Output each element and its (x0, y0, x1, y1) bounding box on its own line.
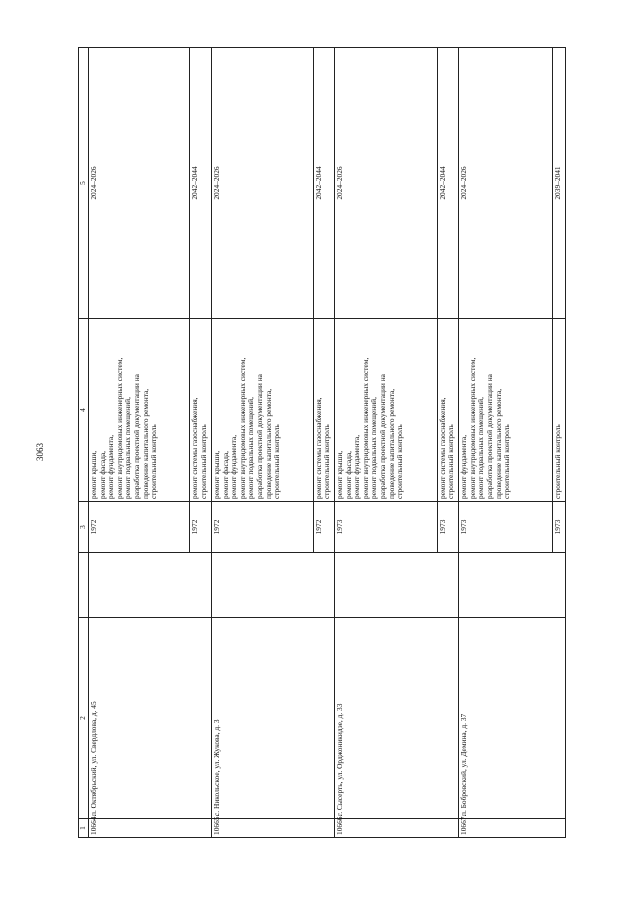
work-item: ремонт крыши, (89, 450, 98, 499)
work-item: ремонт подвальных помещений, (476, 397, 486, 499)
row-number: 10665. (212, 819, 335, 838)
work-item: разработка проектной документации на (484, 374, 494, 499)
page-number: 3063 (35, 443, 45, 461)
work-item: проведение капитального ремонта, (493, 388, 503, 499)
row-number: 10666. (335, 819, 459, 838)
header-col-5: 5 (79, 48, 89, 319)
work-item: разработка проектной документации на (131, 374, 141, 499)
row-year: 1973 (335, 502, 438, 553)
row-works (335, 319, 438, 502)
work-item: строительный контроль (395, 424, 405, 499)
row-period: 2024–2026 (459, 48, 553, 319)
row-works (212, 319, 313, 502)
work-item: ремонт внутридомовых инженерных систем, (237, 357, 247, 499)
row-empty-cell (89, 553, 212, 618)
work-item: ремонт фундамента, (106, 434, 116, 499)
table-body (89, 48, 566, 838)
row-year: 1972 (89, 502, 190, 553)
subrow-works (553, 319, 566, 502)
capital-repair-table (78, 47, 566, 838)
row-address: с. Никольское, ул. Жукова, д. 3 (212, 618, 335, 819)
row-year: 1973 (459, 502, 553, 553)
row-empty-cell (459, 553, 566, 618)
subrow-works (190, 319, 212, 502)
work-item: ремонт крыши, (335, 450, 345, 499)
subrow-period: 2039–2041 (553, 48, 566, 319)
row-period: 2024–2026 (89, 48, 190, 319)
row-works (89, 319, 190, 502)
work-item: разработка проектной документации на (255, 374, 264, 499)
work-item: проведение капитального ремонта, (263, 388, 273, 499)
work-item: строительный контроль (502, 424, 512, 499)
row-empty-cell (335, 553, 459, 618)
work-item: ремонт системы газоснабжения, (190, 397, 200, 499)
row-address: г. Сысерть, ул. Орджоникидзе, д. 33 (335, 618, 459, 819)
row-period: 2024–2026 (212, 48, 313, 319)
header-col-2: 2 (79, 618, 89, 819)
work-item: проведение капитального ремонта, (386, 388, 396, 499)
work-item: ремонт подвальных помещений, (369, 397, 379, 499)
subrow-year: 1973 (437, 502, 459, 553)
header-col-1: 1 (79, 819, 89, 838)
work-item: ремонт системы газоснабжения, (313, 397, 323, 499)
work-item: ремонт внутридомовых инженерных систем, (360, 357, 370, 499)
work-item: строительный контроль (553, 424, 563, 499)
header-col-4: 4 (79, 319, 89, 502)
row-works (459, 319, 553, 502)
work-item: разработка проектной документации на (378, 374, 388, 499)
work-item: ремонт внутридомовых инженерных систем, (467, 357, 477, 499)
work-item: ремонт подвальных помещений, (123, 397, 133, 499)
table-row (89, 48, 190, 838)
header-col-3: 3 (79, 502, 89, 553)
row-period: 2024–2026 (335, 48, 438, 319)
work-item: ремонт внутридомовых инженерных систем, (114, 357, 124, 499)
table-row (212, 48, 313, 838)
work-item: ремонт подвальных помещений, (246, 397, 256, 499)
row-address: п. Октябрьский, ул. Свердлова, д. 45 (89, 618, 212, 819)
work-item: строительный контроль (446, 424, 456, 499)
document-table-rotated (78, 78, 566, 838)
table-header-row (79, 48, 89, 838)
row-number: 10667. (459, 819, 566, 838)
table-row (335, 48, 438, 838)
work-item: проведение капитального ремонта, (140, 388, 150, 499)
work-item: строительный контроль (272, 424, 282, 499)
work-item: ремонт фундамента, (229, 434, 239, 499)
subrow-year: 1972 (313, 502, 335, 553)
work-item: ремонт фасада, (343, 451, 353, 499)
work-item: ремонт системы газоснабжения, (437, 397, 447, 499)
subrow-period: 2042–2044 (437, 48, 459, 319)
work-item: ремонт фундамента, (459, 434, 469, 499)
work-item: строительный контроль (322, 424, 332, 499)
work-item: ремонт крыши, (212, 450, 222, 499)
header-col-3-left (79, 553, 89, 618)
work-item: ремонт фасада, (220, 451, 230, 499)
subrow-works (437, 319, 459, 502)
row-year: 1972 (212, 502, 313, 553)
subrow-period: 2042–2044 (190, 48, 212, 319)
subrow-year: 1972 (190, 502, 212, 553)
work-item: ремонт фундамента, (352, 434, 362, 499)
subrow-period: 2042–2044 (313, 48, 335, 319)
row-empty-cell (212, 553, 335, 618)
work-item: строительный контроль (199, 424, 209, 499)
work-item: строительный контроль (149, 424, 159, 499)
subrow-year: 1973 (553, 502, 566, 553)
table-row (459, 48, 553, 838)
work-item: ремонт фасада, (97, 451, 107, 499)
row-address: п. Бобровский, ул. Демина, д. 37 (459, 618, 566, 819)
subrow-works (313, 319, 335, 502)
row-number: 10664. (89, 819, 212, 838)
